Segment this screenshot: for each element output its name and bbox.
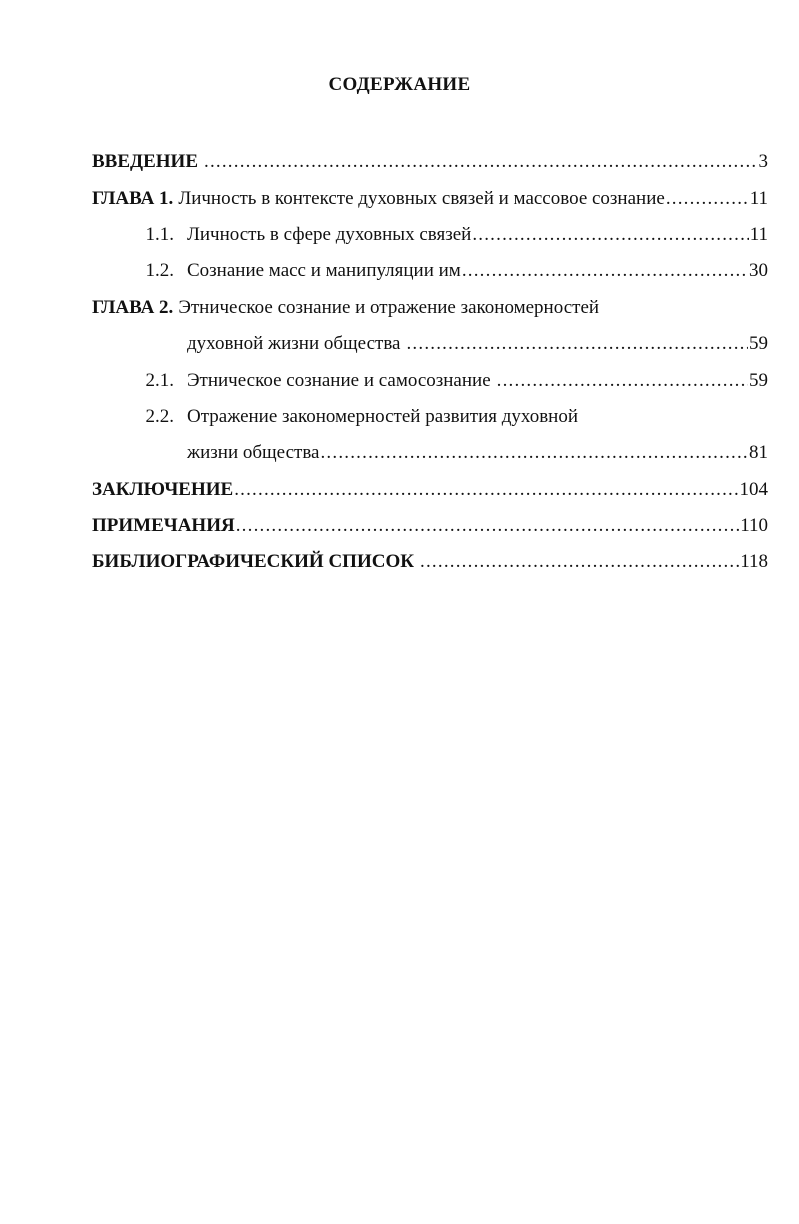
toc-entry-page: 30 <box>749 260 768 282</box>
dot-leader <box>320 442 748 464</box>
toc-entry-page: 11 <box>749 223 768 245</box>
page-title: СОДЕРЖАНИЕ <box>328 74 471 95</box>
toc-entry-section-1-1[interactable] <box>92 217 768 253</box>
toc-entry-page: 110 <box>740 515 768 537</box>
toc-entry-chapter-2[interactable] <box>92 290 768 326</box>
toc-entry-label: Этническое сознание и отражение закономерностей <box>178 296 600 318</box>
dot-leader <box>236 515 739 537</box>
toc-entry-conclusion[interactable] <box>92 472 768 508</box>
toc-entry-label: Отражение закономерностей развития духовной <box>187 405 579 427</box>
toc-entry-label: БИБЛИОГРАФИЧЕСКИЙ СПИСОК <box>92 551 415 573</box>
toc-section-number: 2.1. <box>145 369 174 391</box>
toc-entry-chapter-2-continued[interactable] <box>92 326 768 362</box>
toc-entry-label: Сознание масс и манипуляции им <box>187 260 461 282</box>
toc-entry-intro[interactable] <box>92 144 768 180</box>
toc-entry-section-1-2[interactable] <box>92 253 768 289</box>
toc-entry-page: 11 <box>749 187 768 209</box>
toc-entry-label: ПРИМЕЧАНИЯ <box>92 515 235 537</box>
toc-entry-page: 3 <box>758 151 768 173</box>
toc-chapter-prefix: ГЛАВА 1. <box>92 187 174 209</box>
toc-entry-chapter-1[interactable] <box>92 180 768 216</box>
dot-leader <box>666 188 749 210</box>
toc-chapter-prefix: ГЛАВА 2. <box>92 296 174 318</box>
dot-leader <box>497 370 748 392</box>
dot-leader <box>472 224 748 246</box>
toc-entry-page: 104 <box>739 478 768 500</box>
toc-entry-label: жизни общества <box>187 442 320 464</box>
toc-entry-section-2-1[interactable] <box>92 362 768 398</box>
toc-entry-bibliography[interactable] <box>92 544 768 580</box>
dot-leader <box>406 333 748 355</box>
toc-section-number: 2.2. <box>145 405 174 427</box>
toc-section-number: 1.1. <box>145 223 174 245</box>
table-of-contents <box>92 144 768 581</box>
toc-entry-page: 81 <box>749 442 768 464</box>
toc-entry-page: 59 <box>749 333 768 355</box>
toc-entry-label: ЗАКЛЮЧЕНИЕ <box>92 478 234 500</box>
toc-entry-label: Личность в контексте духовных связей и массовое сознание <box>178 187 665 209</box>
dot-leader <box>234 479 738 501</box>
toc-entry-label: духовной жизни общества <box>187 333 401 355</box>
toc-entry-label: Личность в сфере духовных связей <box>187 223 472 245</box>
toc-entry-section-2-2-continued[interactable] <box>92 435 768 471</box>
toc-entry-label: ВВЕДЕНИЕ <box>92 151 198 173</box>
toc-entry-page: 118 <box>740 551 768 573</box>
toc-entry-label: Этническое сознание и самосознание <box>187 369 491 391</box>
toc-section-number: 1.2. <box>145 260 174 282</box>
toc-entry-section-2-2[interactable] <box>92 399 768 435</box>
toc-entry-notes[interactable] <box>92 508 768 544</box>
dot-leader <box>462 260 748 282</box>
dot-leader <box>420 551 739 573</box>
dot-leader <box>204 151 758 173</box>
toc-entry-page: 59 <box>749 369 768 391</box>
